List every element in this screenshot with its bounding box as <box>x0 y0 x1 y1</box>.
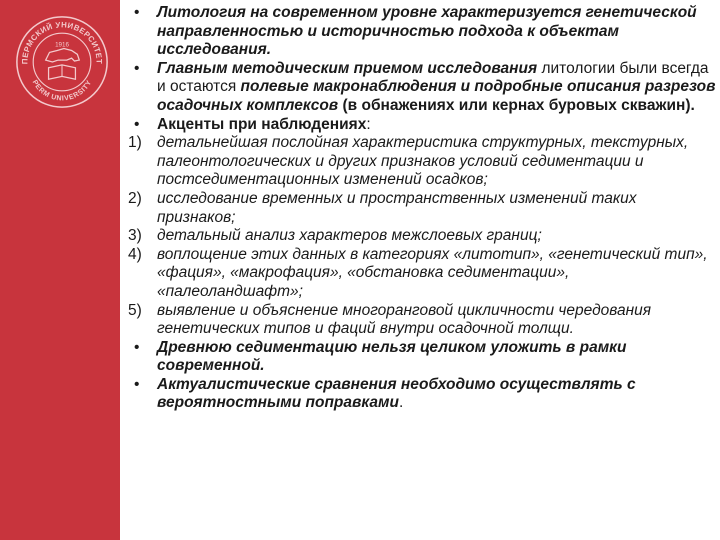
text-segment: Древнюю седиментацию нельзя целиком уложить в рамки современной. <box>157 338 627 375</box>
list-item <box>124 246 716 302</box>
text-segment: детальный анализ характеров межслоевых границ; <box>157 227 542 245</box>
list-item-text <box>157 134 716 190</box>
list-item-text <box>157 116 716 135</box>
text-segment: выявление и объяснение многоранговой цикличности чередования генетических типов и фаций внутри осадочной толщи. <box>157 301 652 338</box>
text-segment: детальнейшая послойная характеристика структурных, текстурных, палеонтологических и других признаков условий седиментации и постседиментационных изменений осадков; <box>157 134 689 189</box>
text-segment: исследование временных и пространственных изменений таких признаков; <box>157 189 637 226</box>
svg-text:PERM UNIVERSITY: PERM UNIVERSITY <box>30 78 94 103</box>
text-segment: Актуалистические сравнения необходимо осуществлять с вероятностными поправками <box>157 375 636 412</box>
text-segment: Литология на современном уровне характеризуется генетической направленностью и историчностью подхода к объектам исследования. <box>157 4 697 59</box>
list-item <box>124 376 716 413</box>
list-item <box>124 4 716 60</box>
text-segment: Главным методическим приемом исследования <box>157 59 542 77</box>
list-item-text <box>157 302 716 339</box>
list-item-text <box>157 339 716 376</box>
bullet-marker: • <box>134 338 140 356</box>
text-segment: литологии были всегда и остаются <box>157 59 709 96</box>
list-item <box>124 116 716 135</box>
list-item-text <box>157 4 716 60</box>
bullet-marker: • <box>134 375 140 393</box>
list-item <box>124 134 716 190</box>
list-item <box>124 60 716 116</box>
lecture-text <box>124 4 716 413</box>
list-item-text <box>157 190 716 227</box>
university-seal-logo <box>14 14 110 110</box>
text-segment: Акценты при наблюдениях <box>157 115 367 133</box>
number-marker: 4) <box>128 245 142 263</box>
svg-text:ПЕРМСКИЙ УНИВЕРСИТЕТ: ПЕРМСКИЙ УНИВЕРСИТЕТ <box>20 20 104 65</box>
list-item-text <box>157 227 716 246</box>
svg-text:1916: 1916 <box>55 41 69 49</box>
bullet-marker: • <box>134 115 140 133</box>
text-segment: : <box>366 115 371 133</box>
number-marker: 3) <box>128 227 142 245</box>
list-item <box>124 190 716 227</box>
text-segment: воплощение этих данных в категориях «литотип», «генетический тип», «фация», «макрофация», «обстановка седиментации», «палеоландшафт»; <box>157 245 708 300</box>
text-segment: полевые макронаблюдения и подробные описания разрезов осадочных комплексов <box>157 78 716 114</box>
list-item-text <box>157 246 716 302</box>
number-marker: 5) <box>128 301 142 319</box>
number-marker: 1) <box>128 134 142 152</box>
list-item-text <box>157 60 716 116</box>
list-item <box>124 339 716 376</box>
bullet-marker: • <box>134 59 140 77</box>
list-item-text <box>157 376 716 413</box>
text-segment: . <box>398 394 404 412</box>
text-segment: (в обнажениях или кернах буровых скважин). <box>338 96 695 114</box>
list-item <box>124 302 716 339</box>
list-item <box>124 227 716 246</box>
brand-sidebar <box>0 0 120 540</box>
number-marker: 2) <box>128 189 142 207</box>
bullet-marker: • <box>134 4 140 21</box>
